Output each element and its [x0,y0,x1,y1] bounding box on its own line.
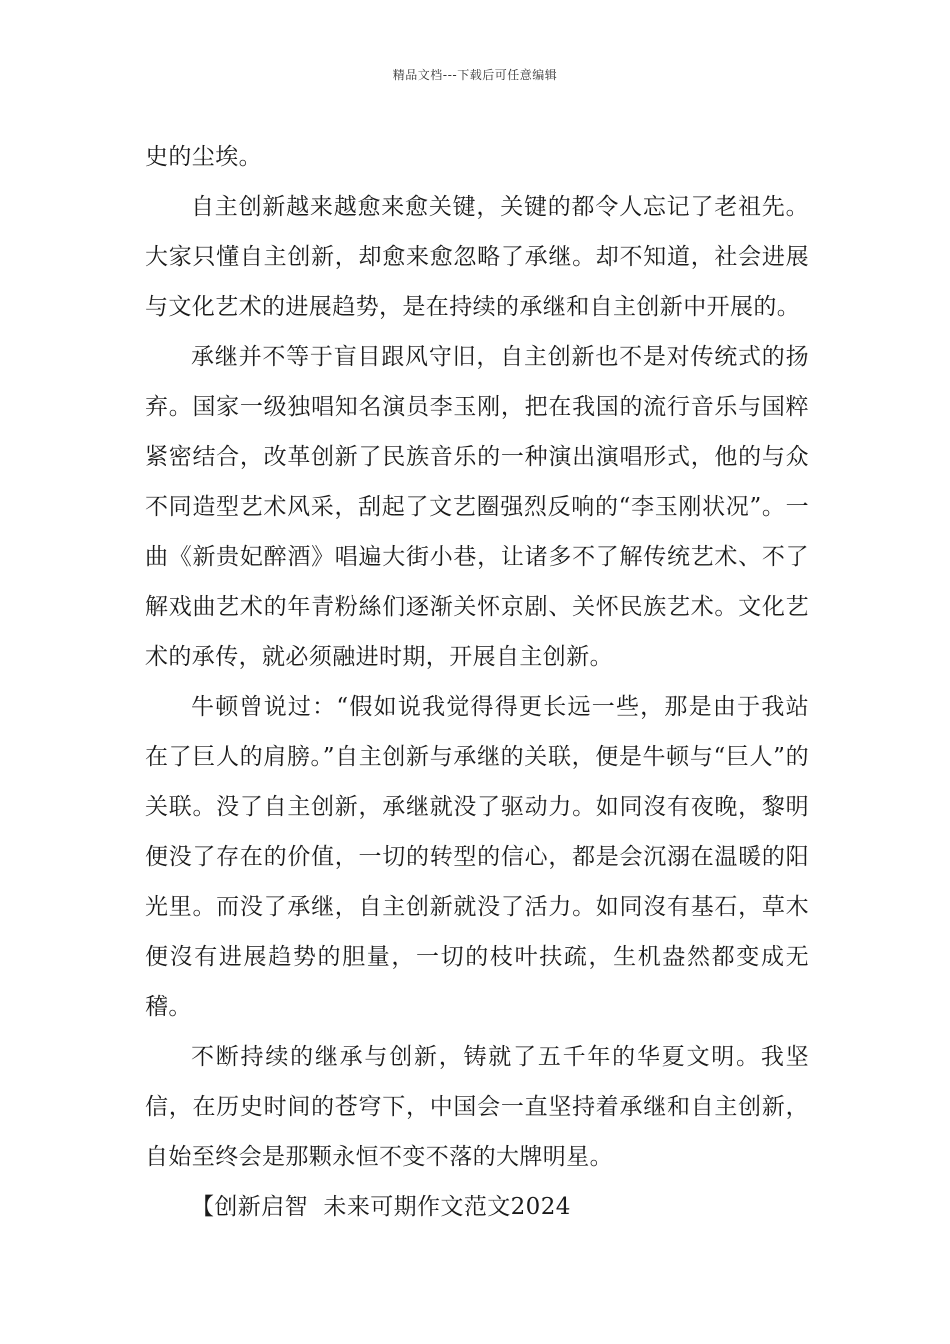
paragraph-innovation-importance: 自主创新越来越愈来愈关键，关键的都令人忘记了老祖先。大家只懂自主创新，却愈来愈忽略了承继。却不知道，社会进展与文化艺术的进展趋势，是在持续的承继和自主创新中开展的。 [145,194,809,320]
document-body [145,132,809,1232]
paragraph-continuation: 史的尘埃。 [145,144,262,170]
paragraph-title-footer: 【创新启智 未来可期作文范文2024 [191,1194,571,1220]
paragraph-li-yugang-example: 承继并不等于盲目跟风守旧，自主创新也不是对传统式的扬弃。国家一级独唱知名演员李玉刚，把在我国的流行音乐与国粹紧密结合，改革创新了民族音乐的一种演出演唱形式，他的与众不同造型艺术风采，刮起了文艺圈强烈反响的“李玉刚状况”。一曲《新贵妃醉酒》唱遍大街小巷，让诸多不了解传统艺术、不了解戏曲艺术的年青粉絲们逐渐关怀京剧、关怀民族艺术。文化艺术的承传，就必须融进时期，开展自主创新。 [145,344,809,670]
paragraph-newton-quote: 牛顿曾说过：“假如说我觉得得更长远一些，那是由于我站在了巨人的肩膀。”自主创新与承继的关联，便是牛顿与“巨人”的关联。没了自主创新，承继就没了驱动力。如同沒有夜晚，黎明便没了存在的价值，一切的转型的信心，都是会沉溺在温暖的阳光里。而没了承继，自主创新就没了活力。如同沒有基石，草木便沒有进展趋势的胆量，一切的枝叶扶疏，生机盎然都变成无稽。 [145,694,809,1020]
paragraph-conclusion: 不断持续的继承与创新，铸就了五千年的华夏文明。我坚信，在历史时间的苍穹下，中国会一直坚持着承继和自主创新，自始至终会是那颗永恒不变不落的大牌明星。 [145,1044,809,1170]
page-header: 精品文档---下载后可任意编辑 [392,68,558,82]
